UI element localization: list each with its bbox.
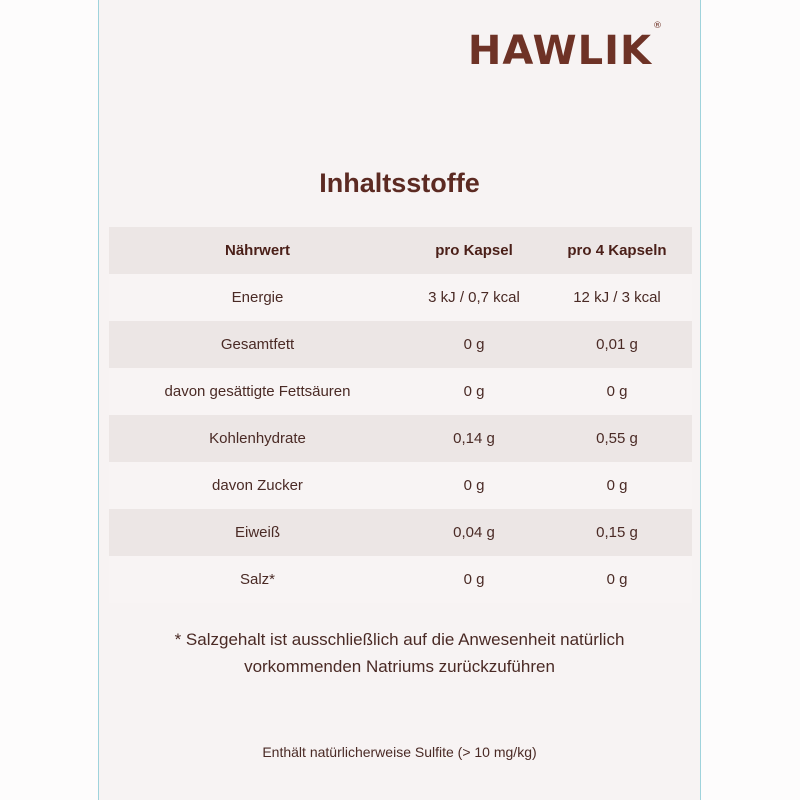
table-row — [109, 321, 692, 368]
nutrition-table — [109, 227, 692, 603]
nutrient-name: Gesamtfett — [220, 336, 295, 353]
value-per-capsule: 0 g — [463, 383, 485, 400]
table-row — [109, 274, 692, 321]
table-row — [109, 509, 692, 556]
table-row — [109, 556, 692, 603]
salt-footnote — [99, 626, 700, 680]
value-per-4-capsules: 0,01 g — [596, 336, 638, 353]
value-per-capsule: 0 g — [463, 336, 485, 353]
header-pro-4-kapseln: pro 4 Kapseln — [567, 242, 667, 259]
nutrient-name: davon gesättigte Fettsäuren — [164, 383, 351, 400]
registered-mark: ® — [653, 20, 662, 31]
brand-name: HAWLIK — [467, 28, 652, 74]
value-per-capsule: 0 g — [463, 571, 485, 588]
nutrient-name: Kohlenhydrate — [209, 430, 306, 447]
value-per-capsule: 3 kJ / 0,7 kcal — [428, 289, 520, 306]
footnote-line-1: * Salzgehalt ist ausschließlich auf die Anwesenheit natürlich — [174, 630, 625, 649]
nutrient-name: Salz* — [239, 571, 276, 588]
brand-logo — [467, 20, 662, 74]
value-per-capsule: 0,04 g — [453, 524, 495, 541]
table-row — [109, 415, 692, 462]
value-per-4-capsules: 0,55 g — [596, 430, 638, 447]
sulfite-note: Enthält natürlicherweise Sulfite (> 10 mg/kg) — [262, 744, 537, 760]
value-per-capsule: 0 g — [463, 477, 485, 494]
nutrition-card — [98, 0, 701, 800]
table-row — [109, 462, 692, 509]
value-per-4-capsules: 0 g — [606, 571, 628, 588]
page-title: Inhaltsstoffe — [319, 168, 480, 198]
value-per-4-capsules: 0,15 g — [596, 524, 638, 541]
table-header-row — [109, 227, 692, 274]
header-pro-kapsel: pro Kapsel — [435, 242, 513, 259]
table-row — [109, 368, 692, 415]
value-per-4-capsules: 12 kJ / 3 kcal — [573, 289, 661, 306]
footnote-line-2: vorkommenden Natriums zurückzuführen — [244, 657, 555, 676]
value-per-4-capsules: 0 g — [606, 477, 628, 494]
nutrient-name: davon Zucker — [212, 477, 303, 494]
header-naehrwert: Nährwert — [224, 242, 291, 259]
value-per-4-capsules: 0 g — [606, 383, 628, 400]
value-per-capsule: 0,14 g — [453, 430, 495, 447]
nutrient-name: Energie — [231, 289, 284, 306]
nutrient-name: Eiweiß — [234, 524, 280, 541]
